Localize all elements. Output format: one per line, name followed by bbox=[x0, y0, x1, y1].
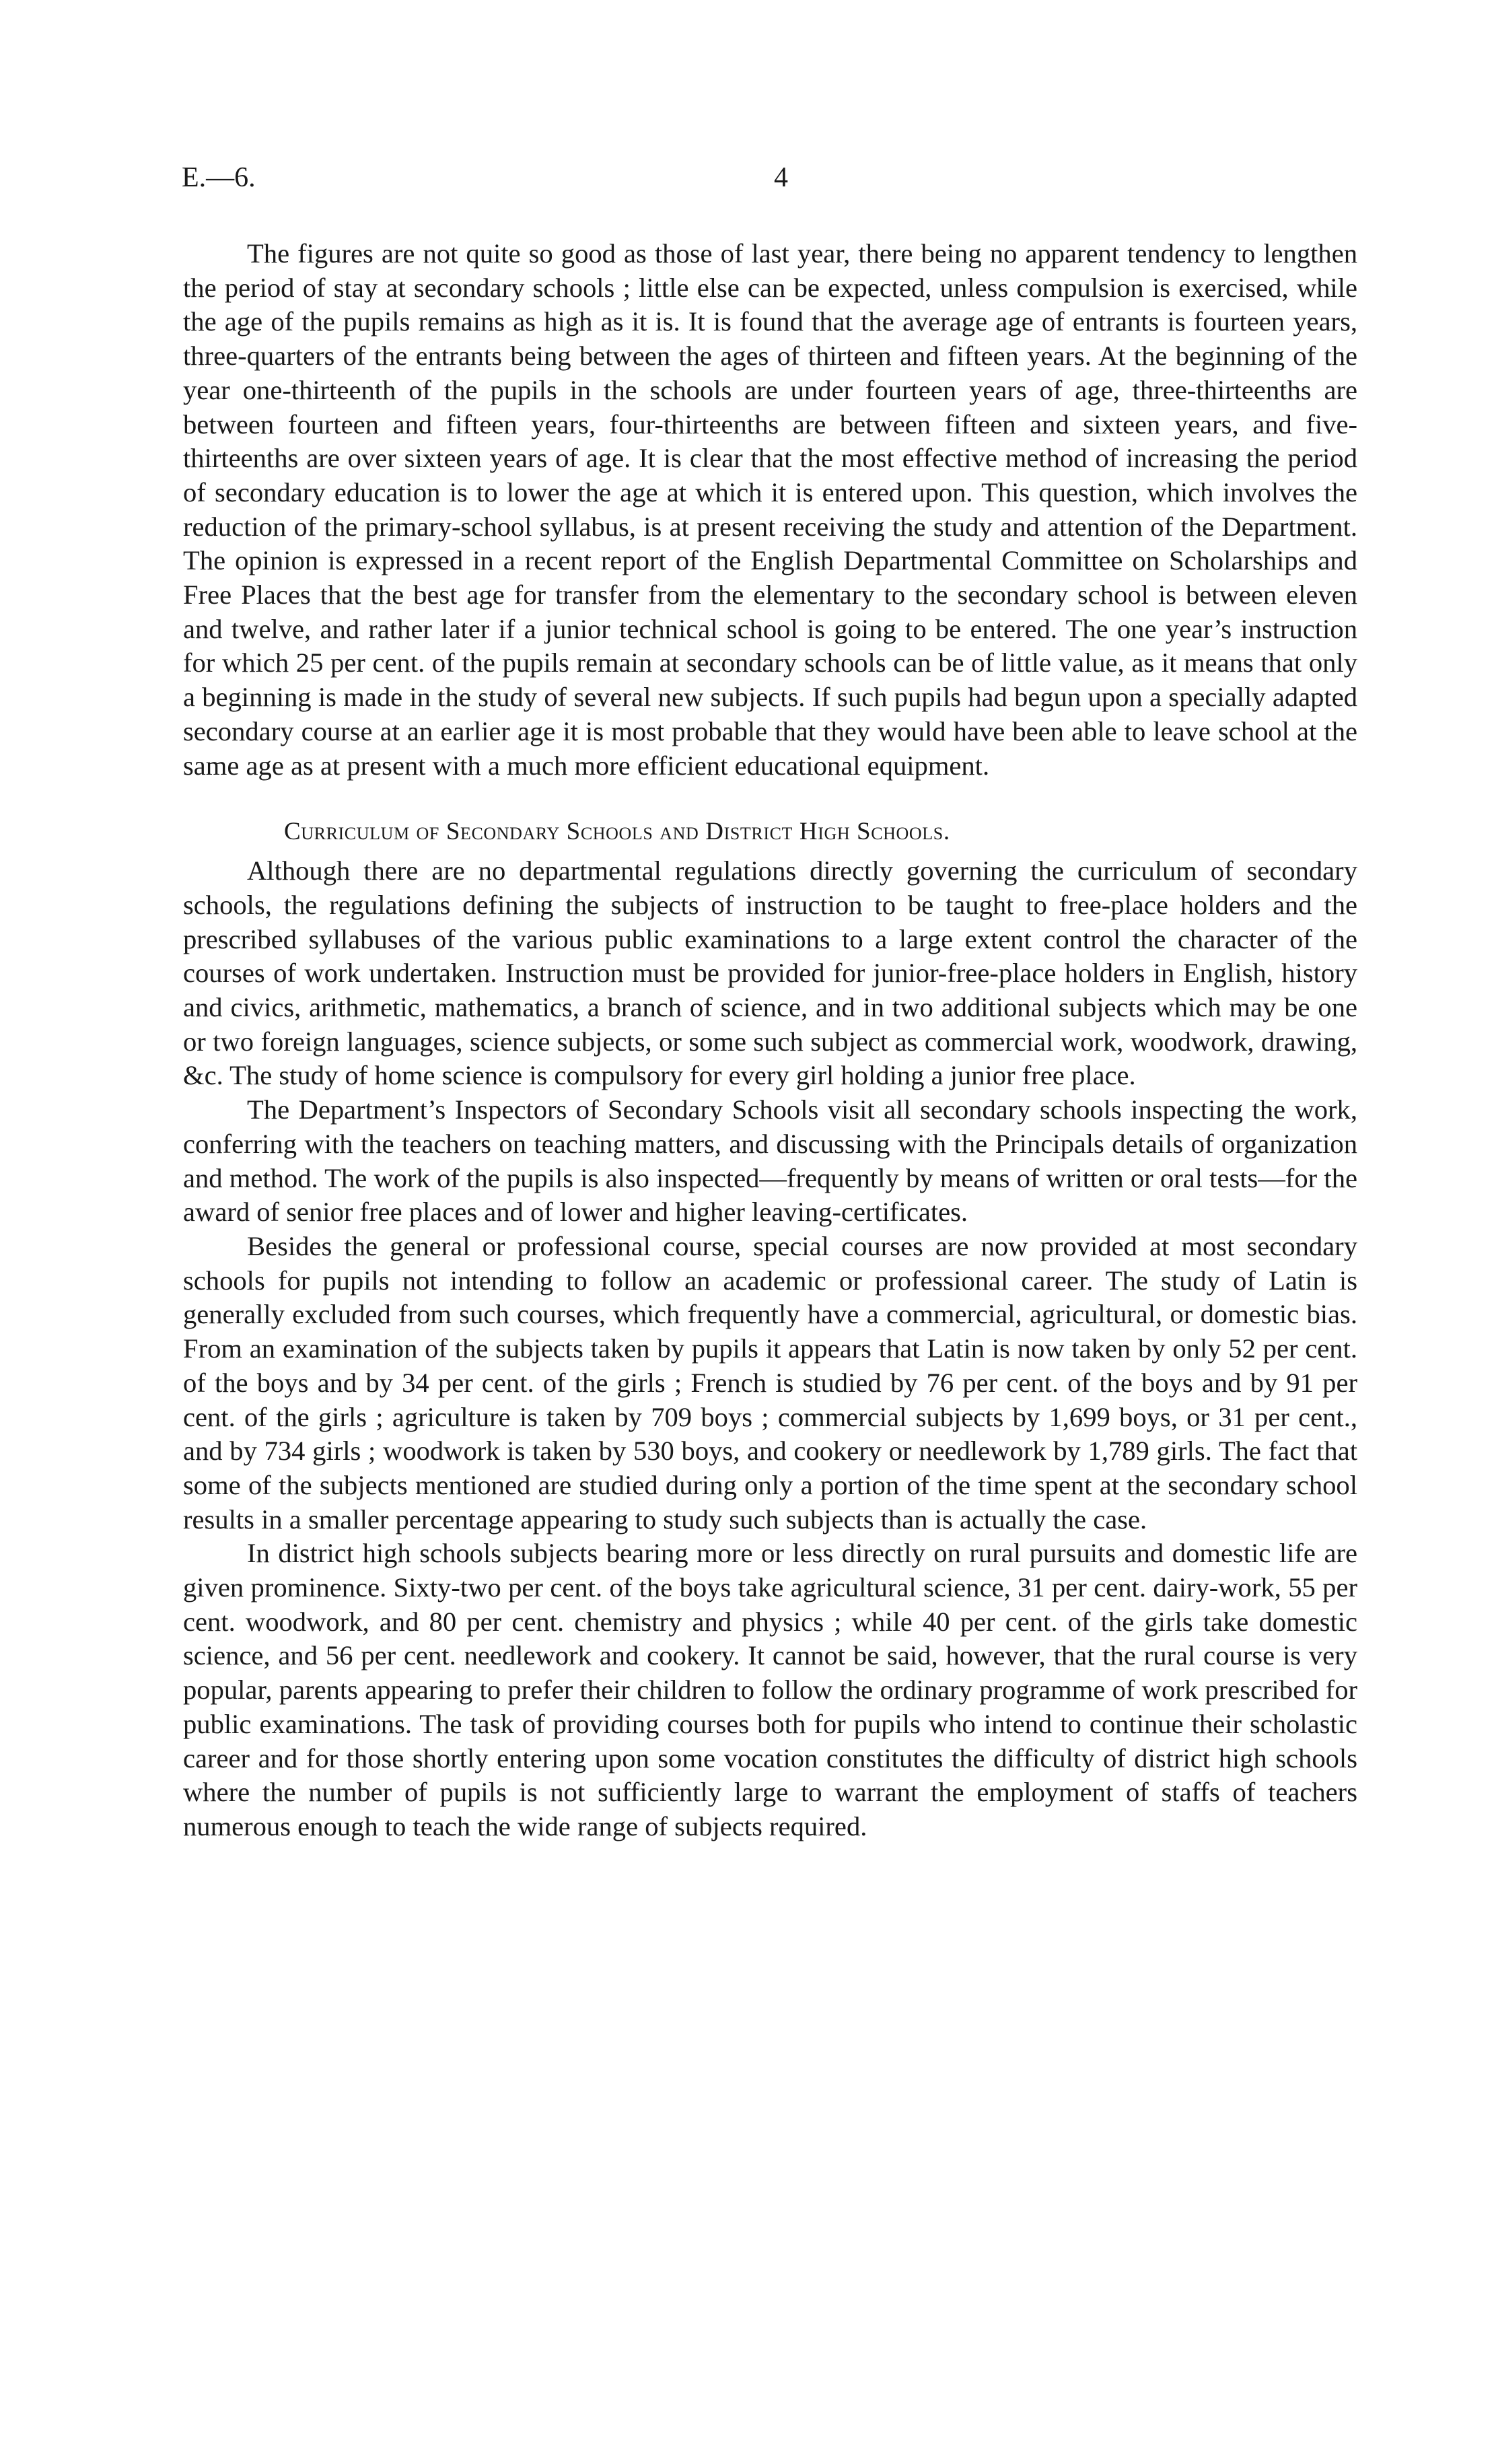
page-header bbox=[182, 162, 1359, 202]
body-text bbox=[183, 237, 1357, 1844]
paragraph-intro: The figures are not quite so good as those of last year, there being no apparent tendency to lengthen the period of stay at secondary schools ; little else can be expected, unless compulsion is exercised, while the age of the pupils remains as high as it is. It is found that the average age of entrants is fourteen years, three-quarters of the entrants being between the ages of thirteen and fifteen years. At the beginning of the year one-thirteenth of the pupils in the schools are under fourteen years of age, three-thirteenths are between fourteen and fifteen years, four-thirteenths are between fifteen and sixteen years, and five-thirteenths are over sixteen years of age. It is clear that the most effective method of increasing the period of secondary education is to lower the age at which it is entered upon. This question, which involves the reduction of the primary-school syllabus, is at present receiving the study and attention of the Department. The opinion is expressed in a recent report of the English Departmental Committee on Scholarships and Free Places that the best age for transfer from the elementary to the secondary school is between eleven and twelve, and rather later if a junior technical school is going to be entered. The one year’s instruction for which 25 per cent. of the pupils remain at secondary schools can be of little value, as it means that only a beginning is made in the study of several new subjects. If such pupils had begun upon a specially adapted secondary course at an earlier age it is most probable that they would have been able to leave school at the same age as at present with a much more efficient educational equipment. bbox=[183, 238, 1357, 781]
section-heading-text: Curriculum of Secondary Schools and District High Schools. bbox=[284, 818, 950, 846]
document-reference: E.—6. bbox=[182, 162, 256, 193]
section-heading bbox=[183, 815, 1357, 849]
page-number: 4 bbox=[774, 162, 788, 193]
paragraph-curriculum: Although there are no departmental regulations directly governing the curriculum of secondary schools, the regulations defining the subjects of instruction to be taught to free-place holders and the prescribed syllabuses of the various public examinations to a large extent control the character of the courses of work undertaken. Instruction must be provided for junior-free-place holders in English, history and civics, arithmetic, mathematics, a branch of science, and in two additional subjects which may be one or two foreign languages, science subjects, or some such subject as commercial work, woodwork, drawing, &c. The study of home science is compulsory for every girl holding a junior free place. bbox=[183, 855, 1357, 1091]
paragraph-district-high-schools: In district high schools subjects bearing more or less directly on rural pursuits and domestic life are given prominence. Sixty-two per cent. of the boys take agricultural science, 31 per cent. dairy-work, 55 per cent. woodwork, and 80 per cent. chemistry and physics ; while 40 per cent. of the girls take domestic science, and 56 per cent. needlework and cookery. It cannot be said, however, that the rural course is very popular, parents appearing to prefer their children to follow the ordinary programme of work prescribed for public examinations. The task of providing courses both for pupils who intend to continue their scholastic career and for those shortly entering upon some vocation constitutes the difficulty of district high schools where the number of pupils is not sufficiently large to warrant the employment of staffs of teachers numerous enough to teach the wide range of subjects required. bbox=[183, 1538, 1357, 1841]
paragraph-special-courses: Besides the general or professional course, special courses are now provided at most secondary schools for pupils not intending to follow an academic or professional career. The study of Latin is generally excluded from such courses, which frequently have a commercial, agricultural, or domestic bias. From an examination of the subjects taken by pupils it appears that Latin is now taken by only 52 per cent. of the boys and by 34 per cent. of the girls ; French is studied by 76 per cent. of the boys and by 91 per cent. of the girls ; agriculture is taken by 709 boys ; commercial subjects by 1,699 boys, or 31 per cent., and by 734 girls ; woodwork is taken by 530 boys, and cookery or needlework by 1,789 girls. The fact that some of the subjects mentioned are studied during only a portion of the time spent at the secondary school results in a smaller percentage appearing to study such subjects than is actually the case. bbox=[183, 1230, 1357, 1535]
paragraph-inspectors: The Department’s Inspectors of Secondary Schools visit all secondary schools inspecting the work, conferring with the teachers on teaching matters, and discussing with the Principals details of organization and method. The work of the pupils is also inspected—frequently by means of written or oral tests—for the award of senior free places and of lower and higher leaving-certificates. bbox=[183, 1094, 1357, 1228]
